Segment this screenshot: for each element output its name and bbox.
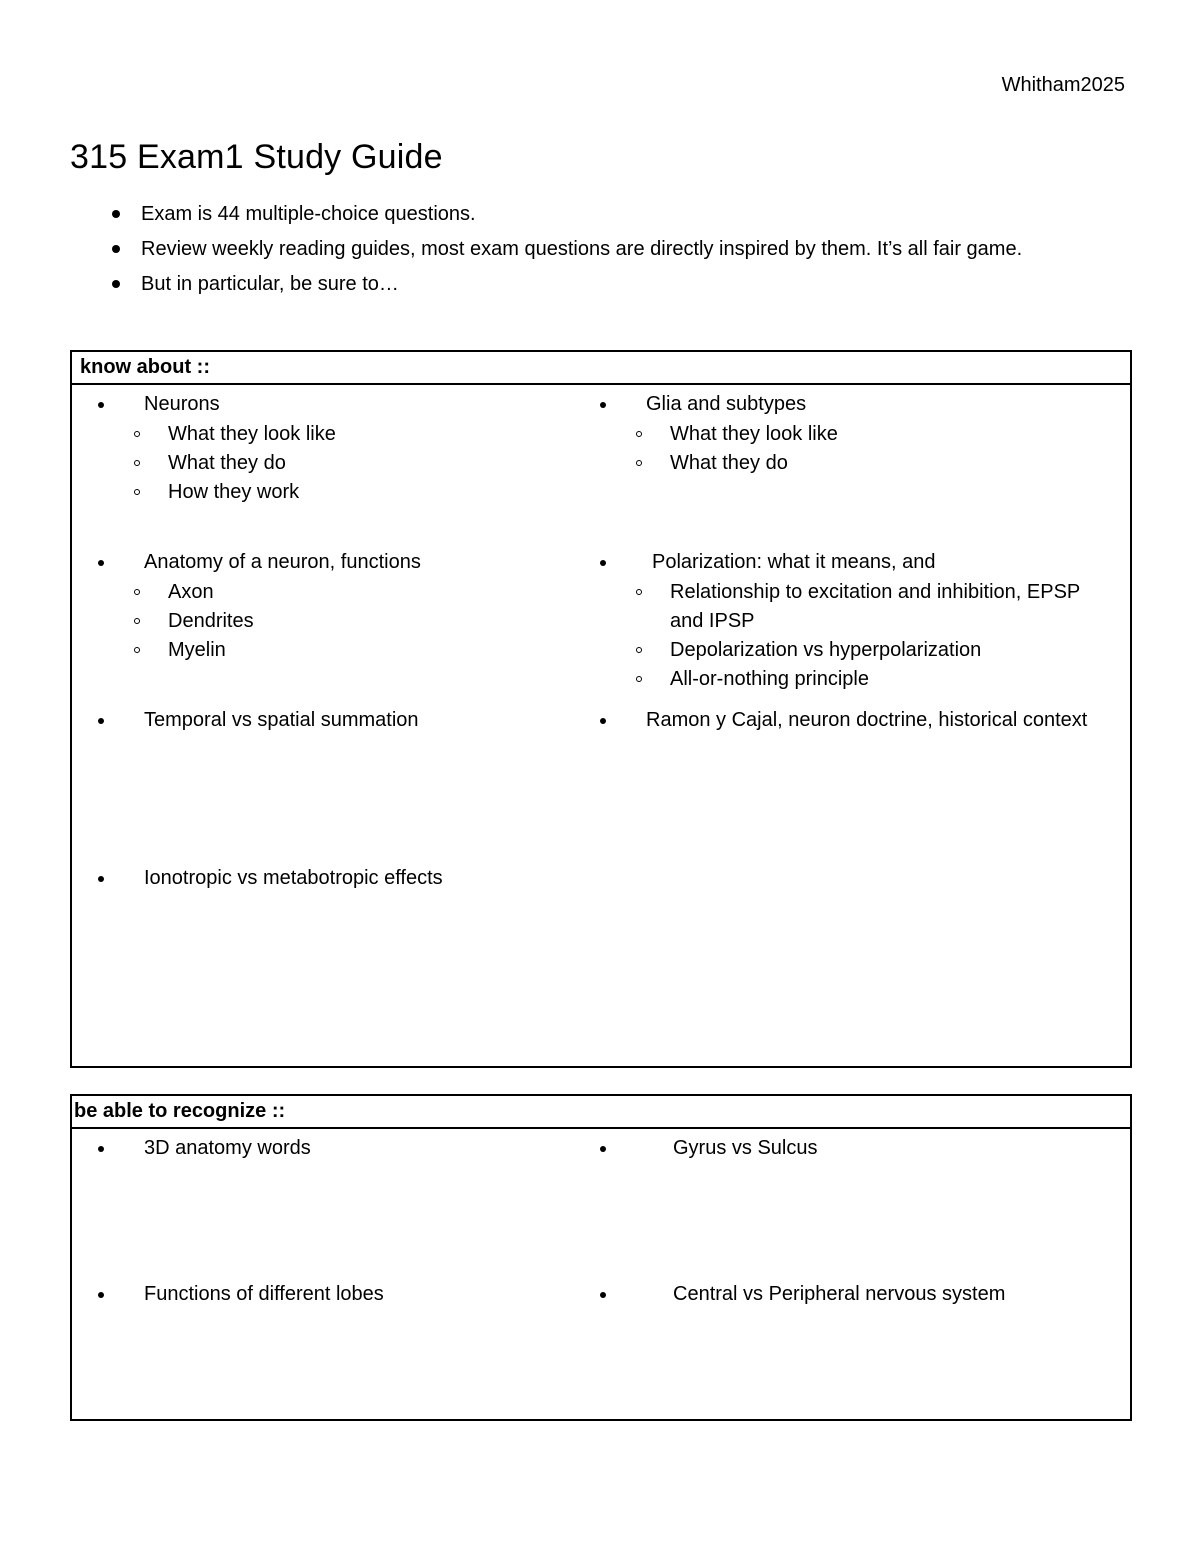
bullet-icon (600, 1146, 606, 1152)
subtopic-label: What they look like (168, 423, 336, 445)
subtopic-label: Axon (168, 581, 214, 603)
topic-label: Glia and subtypes (646, 393, 807, 415)
subtopic-label: What they do (670, 452, 788, 474)
subtopic-label: Dendrites (168, 610, 254, 632)
bullet-icon (98, 876, 104, 882)
subtopic-label: What they do (168, 452, 286, 474)
bullet-icon (98, 1292, 104, 1298)
list-item-text: Exam is 44 multiple-choice questions. (141, 203, 476, 225)
bullet-icon (600, 402, 606, 408)
circle-bullet-icon (134, 647, 140, 653)
circle-bullet-icon (636, 647, 642, 653)
bullet-icon (600, 718, 606, 724)
recognize-heading: be able to recognize :: (72, 1096, 1130, 1129)
subtopic-label: Myelin (168, 639, 226, 661)
bullet-icon (112, 210, 120, 218)
circle-bullet-icon (636, 589, 642, 595)
bullet-icon (600, 560, 606, 566)
bullet-icon (112, 245, 120, 253)
know-about-box (70, 350, 1132, 1068)
list-item-text: Review weekly reading guides, most exam questions are directly inspired by them. It’s all fair game. (141, 238, 1023, 260)
circle-bullet-icon (636, 431, 642, 437)
bullet-icon (98, 718, 104, 724)
bullet-icon (98, 1146, 104, 1152)
subtopic-label: What they look like (670, 423, 838, 445)
subtopic-label: All-or-nothing principle (670, 668, 869, 690)
bullet-icon (112, 280, 120, 288)
list-item (70, 200, 1130, 235)
topic-label: Anatomy of a neuron, functions (144, 551, 421, 573)
topic-label: Functions of different lobes (144, 1283, 384, 1305)
bullet-icon (98, 402, 104, 408)
know-about-heading: know about :: (72, 352, 1130, 385)
topic-label: Central vs Peripheral nervous system (673, 1283, 1006, 1305)
circle-bullet-icon (134, 589, 140, 595)
subtopic-label: How they work (168, 481, 300, 503)
subtopic-label: Relationship to excitation and inhibition, EPSP and IPSP (670, 581, 1080, 632)
circle-bullet-icon (134, 431, 140, 437)
topic-label: Ramon y Cajal, neuron doctrine, historical context (646, 709, 1088, 731)
page-title: 315 Exam1 Study Guide (70, 138, 443, 176)
bullet-icon (98, 560, 104, 566)
intro-list (70, 200, 1130, 305)
topic-label: Temporal vs spatial summation (144, 709, 419, 731)
subtopic-label: Depolarization vs hyperpolarization (670, 639, 982, 661)
topic-label: Ionotropic vs metabotropic effects (144, 867, 443, 889)
recognize-box (70, 1094, 1132, 1421)
circle-bullet-icon (134, 618, 140, 624)
list-item (70, 270, 1130, 305)
topic-label: Polarization: what it means, and (652, 551, 936, 573)
circle-bullet-icon (636, 676, 642, 682)
circle-bullet-icon (636, 460, 642, 466)
topic-label: Neurons (144, 393, 220, 415)
circle-bullet-icon (134, 489, 140, 495)
list-item-text: But in particular, be sure to… (141, 273, 399, 295)
list-item (70, 235, 1130, 270)
author-tag: Whitham2025 (1001, 74, 1125, 96)
bullet-icon (600, 1292, 606, 1298)
circle-bullet-icon (134, 460, 140, 466)
topic-label: 3D anatomy words (144, 1137, 311, 1159)
topic-label: Gyrus vs Sulcus (673, 1137, 818, 1159)
